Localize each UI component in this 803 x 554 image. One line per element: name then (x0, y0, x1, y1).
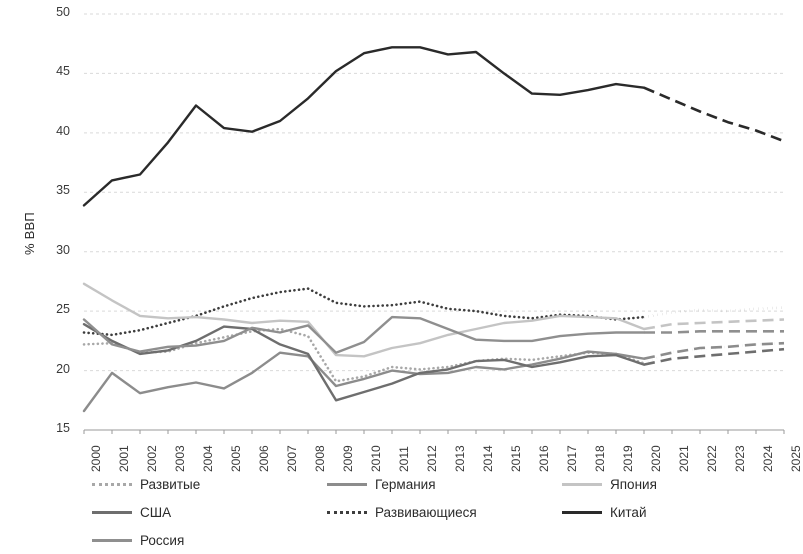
x-axis-tick: 2025 (789, 445, 803, 472)
x-axis-tick: 2010 (369, 445, 383, 472)
legend-item-label: Развивающиеся (375, 504, 477, 520)
chart-legend (92, 470, 782, 554)
x-axis-tick: 2006 (257, 445, 271, 472)
legend-item[interactable] (562, 505, 782, 520)
y-axis-title: % ВВП (22, 212, 37, 255)
x-axis-tick: 2013 (453, 445, 467, 472)
x-axis-tick: 2015 (509, 445, 523, 472)
legend-item[interactable] (92, 505, 327, 520)
y-axis-tick: 25 (56, 302, 70, 317)
series-line-2 (84, 352, 644, 411)
x-axis-tick: 2019 (621, 445, 635, 472)
legend-item[interactable] (562, 477, 782, 492)
y-axis-tick: 45 (56, 64, 70, 79)
legend-swatch-icon (562, 483, 602, 486)
x-axis-tick: 2007 (285, 445, 299, 472)
x-axis-tick: 2002 (145, 445, 159, 472)
series-line-3 (84, 47, 644, 205)
x-axis-tick: 2014 (481, 445, 495, 472)
x-axis-tick: 2017 (565, 445, 579, 472)
x-axis-tick: 2009 (341, 445, 355, 472)
legend-item[interactable] (327, 505, 562, 520)
y-axis-tick: 35 (56, 183, 70, 198)
legend-item-label: Развитые (140, 476, 201, 492)
legend-swatch-icon (562, 511, 602, 514)
y-axis-tick: 50 (56, 5, 70, 19)
x-axis-tick: 2023 (733, 445, 747, 472)
x-axis-tick: 2000 (89, 445, 103, 472)
legend-swatch-icon (92, 483, 132, 486)
x-axis-tick: 2008 (313, 445, 327, 472)
legend-item-label: Германия (375, 476, 436, 492)
series-forecast-line-1 (644, 308, 784, 318)
x-axis-tick: 2020 (649, 445, 663, 472)
series-line-1 (84, 289, 644, 335)
x-axis-tick: 2018 (593, 445, 607, 472)
series-forecast-line-5 (644, 349, 784, 364)
legend-swatch-icon (92, 539, 132, 542)
y-axis-tick: 40 (56, 123, 70, 138)
y-axis-tick: 30 (56, 242, 70, 257)
legend-item-label: Китай (610, 504, 647, 520)
x-axis-tick: 2022 (705, 445, 719, 472)
legend-swatch-icon (327, 511, 367, 514)
legend-item[interactable] (92, 533, 327, 548)
y-axis-tick: 20 (56, 361, 70, 376)
legend-item-label: США (140, 504, 172, 520)
legend-swatch-icon (92, 511, 132, 514)
legend-item-label: Япония (610, 476, 657, 492)
x-axis-tick: 2011 (397, 446, 411, 472)
x-axis-tick: 2001 (117, 445, 131, 472)
legend-item-label: Россия (140, 532, 185, 548)
x-axis-tick: 2024 (761, 445, 775, 472)
x-axis-tick: 2003 (173, 445, 187, 472)
series-forecast-line-6 (644, 331, 784, 332)
series-line-4 (84, 284, 644, 357)
legend-swatch-icon (327, 483, 367, 486)
series-forecast-line-4 (644, 320, 784, 330)
x-axis-tick: 2012 (425, 445, 439, 472)
series-line-6 (84, 317, 644, 353)
x-axis-tick: 2016 (537, 445, 551, 472)
x-axis-tick: 2004 (201, 445, 215, 472)
y-axis-tick: 15 (56, 421, 70, 435)
x-axis-tick: 2005 (229, 445, 243, 472)
x-axis-tick: 2021 (677, 445, 691, 472)
legend-item[interactable] (92, 477, 327, 492)
legend-item[interactable] (327, 477, 562, 492)
